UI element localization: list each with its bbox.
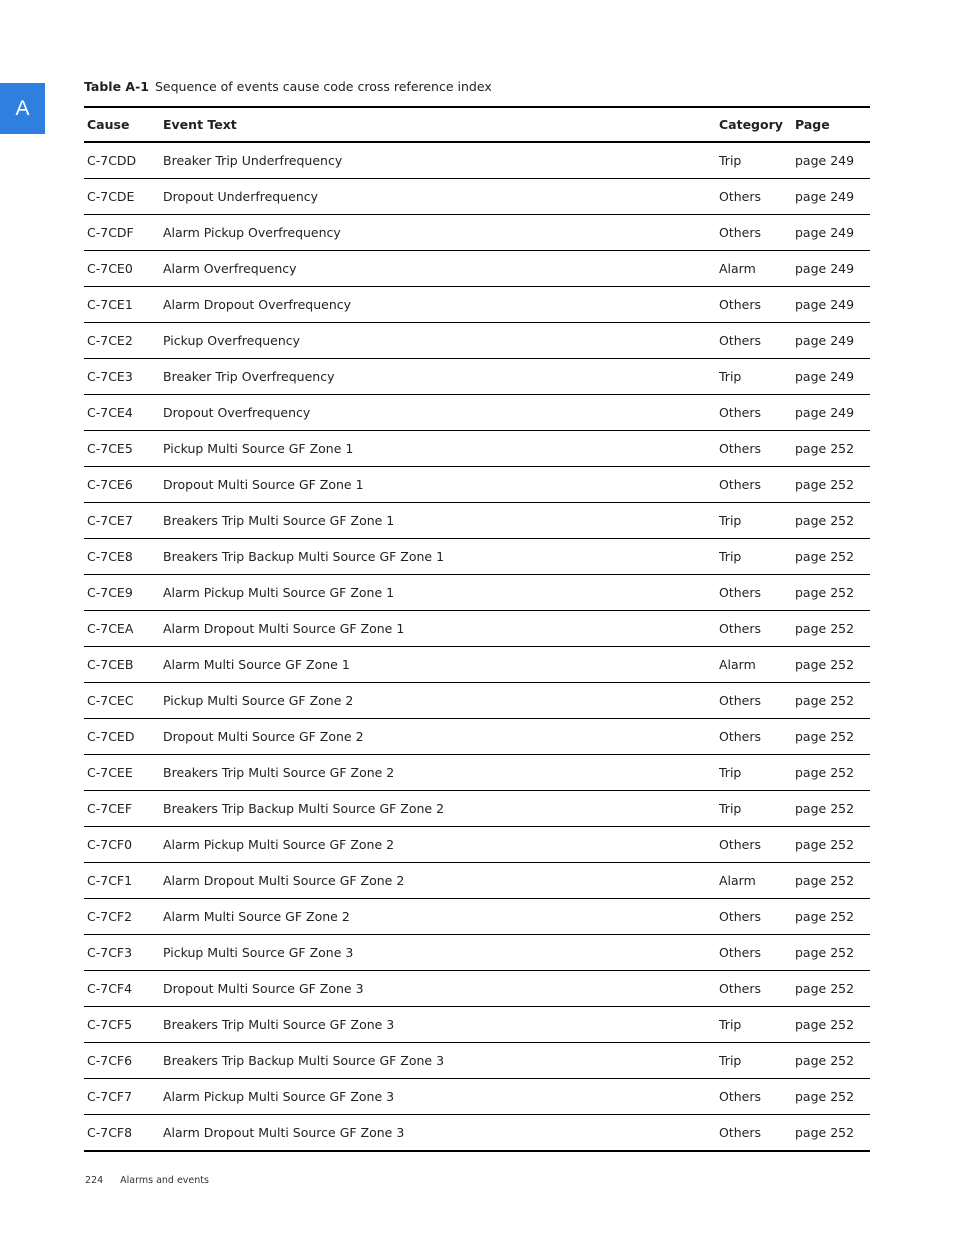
table-row [84,1007,870,1043]
cause-cell: C-7CEA [84,611,160,647]
table-row [84,395,870,431]
event-text-cell: Breaker Trip Underfrequency [160,142,716,179]
cause-cell: C-7CE6 [84,467,160,503]
table-row [84,863,870,899]
page-cell: page 252 [792,611,870,647]
page-cell: page 252 [792,791,870,827]
column-header-event-text: Event Text [160,107,716,142]
column-header-page: Page [792,107,870,142]
category-cell: Trip [716,755,792,791]
page-cell: page 252 [792,1079,870,1115]
cause-cell: C-7CF7 [84,1079,160,1115]
page-cell: page 252 [792,503,870,539]
table-row [84,251,870,287]
cause-cell: C-7CF8 [84,1115,160,1152]
category-cell: Trip [716,1007,792,1043]
page-cell: page 252 [792,467,870,503]
footer-page-number: 224 [85,1175,104,1186]
cause-cell: C-7CF6 [84,1043,160,1079]
page-cell: page 252 [792,1043,870,1079]
cause-cell: C-7CE3 [84,359,160,395]
page-cell: page 252 [792,683,870,719]
page-cell: page 252 [792,971,870,1007]
cause-cell: C-7CEC [84,683,160,719]
cause-cell: C-7CF5 [84,1007,160,1043]
page-cell: page 252 [792,863,870,899]
table-row [84,935,870,971]
category-cell: Trip [716,503,792,539]
table-row [84,899,870,935]
event-text-cell: Breakers Trip Backup Multi Source GF Zone 3 [160,1043,716,1079]
cause-cell: C-7CE4 [84,395,160,431]
event-text-cell: Alarm Pickup Multi Source GF Zone 3 [160,1079,716,1115]
category-cell: Others [716,719,792,755]
event-text-cell: Alarm Pickup Overfrequency [160,215,716,251]
column-header-cause: Cause [84,107,160,142]
category-cell: Others [716,467,792,503]
event-text-cell: Dropout Multi Source GF Zone 1 [160,467,716,503]
event-text-cell: Alarm Dropout Overfrequency [160,287,716,323]
cause-cell: C-7CEF [84,791,160,827]
page-cell: page 249 [792,323,870,359]
table-row [84,647,870,683]
cause-cell: C-7CE2 [84,323,160,359]
category-cell: Trip [716,142,792,179]
cause-cell: C-7CF3 [84,935,160,971]
event-text-cell: Dropout Multi Source GF Zone 2 [160,719,716,755]
event-text-cell: Alarm Dropout Multi Source GF Zone 3 [160,1115,716,1152]
table-caption [84,79,492,94]
page-footer [85,1175,209,1186]
page-cell: page 252 [792,1007,870,1043]
category-cell: Alarm [716,863,792,899]
event-text-cell: Alarm Overfrequency [160,251,716,287]
table-row [84,142,870,179]
page-cell: page 249 [792,179,870,215]
category-cell: Trip [716,539,792,575]
table-row [84,539,870,575]
category-cell: Others [716,935,792,971]
page-cell: page 249 [792,287,870,323]
event-text-cell: Dropout Underfrequency [160,179,716,215]
event-text-cell: Pickup Multi Source GF Zone 3 [160,935,716,971]
table-row [84,431,870,467]
category-cell: Trip [716,791,792,827]
cause-cell: C-7CDD [84,142,160,179]
table-row [84,827,870,863]
column-header-category: Category [716,107,792,142]
table-row [84,575,870,611]
footer-section-title: Alarms and events [120,1175,209,1186]
table-row [84,359,870,395]
cause-cell: C-7CF2 [84,899,160,935]
category-cell: Trip [716,359,792,395]
page-cell: page 249 [792,359,870,395]
cause-cell: C-7CEE [84,755,160,791]
appendix-tab: A [0,83,45,134]
page-cell: page 252 [792,575,870,611]
table-row [84,719,870,755]
page-cell: page 252 [792,755,870,791]
category-cell: Others [716,827,792,863]
category-cell: Others [716,323,792,359]
category-cell: Others [716,971,792,1007]
table-header-row [84,107,870,142]
table-row [84,287,870,323]
category-cell: Others [716,1115,792,1152]
event-text-cell: Pickup Multi Source GF Zone 1 [160,431,716,467]
page-cell: page 249 [792,215,870,251]
category-cell: Others [716,395,792,431]
table-row [84,971,870,1007]
event-text-cell: Alarm Multi Source GF Zone 1 [160,647,716,683]
category-cell: Others [716,287,792,323]
category-cell: Trip [716,1043,792,1079]
event-text-cell: Pickup Multi Source GF Zone 2 [160,683,716,719]
table-row [84,323,870,359]
table-row [84,791,870,827]
cause-code-table [84,106,870,1152]
page-cell: page 252 [792,827,870,863]
event-text-cell: Alarm Multi Source GF Zone 2 [160,899,716,935]
table-row [84,467,870,503]
cause-cell: C-7CF0 [84,827,160,863]
event-text-cell: Dropout Overfrequency [160,395,716,431]
event-text-cell: Alarm Pickup Multi Source GF Zone 2 [160,827,716,863]
event-text-cell: Breakers Trip Multi Source GF Zone 3 [160,1007,716,1043]
cause-cell: C-7CE8 [84,539,160,575]
event-text-cell: Alarm Dropout Multi Source GF Zone 2 [160,863,716,899]
event-text-cell: Breakers Trip Backup Multi Source GF Zone 2 [160,791,716,827]
page-cell: page 252 [792,431,870,467]
table-row [84,215,870,251]
category-cell: Alarm [716,251,792,287]
cause-cell: C-7CDF [84,215,160,251]
event-text-cell: Alarm Pickup Multi Source GF Zone 1 [160,575,716,611]
table-caption-text: Sequence of events cause code cross reference index [154,79,492,94]
cause-cell: C-7CDE [84,179,160,215]
cause-cell: C-7CE7 [84,503,160,539]
table-row [84,1079,870,1115]
cause-cell: C-7CF4 [84,971,160,1007]
event-text-cell: Pickup Overfrequency [160,323,716,359]
category-cell: Others [716,179,792,215]
page-cell: page 249 [792,142,870,179]
cause-cell: C-7CED [84,719,160,755]
table-row [84,683,870,719]
category-cell: Others [716,683,792,719]
page-cell: page 252 [792,935,870,971]
page-cell: page 249 [792,251,870,287]
page-cell: page 249 [792,395,870,431]
page-cell: page 252 [792,719,870,755]
category-cell: Others [716,575,792,611]
table-row [84,179,870,215]
page-cell: page 252 [792,899,870,935]
table-row [84,1115,870,1152]
category-cell: Others [716,611,792,647]
event-text-cell: Breakers Trip Multi Source GF Zone 2 [160,755,716,791]
cause-cell: C-7CE0 [84,251,160,287]
table-row [84,1043,870,1079]
cause-cell: C-7CE9 [84,575,160,611]
cause-cell: C-7CF1 [84,863,160,899]
category-cell: Others [716,899,792,935]
cause-cell: C-7CEB [84,647,160,683]
event-text-cell: Dropout Multi Source GF Zone 3 [160,971,716,1007]
category-cell: Others [716,1079,792,1115]
table-row [84,755,870,791]
event-text-cell: Breakers Trip Backup Multi Source GF Zone 1 [160,539,716,575]
table-caption-label: Table A-1 [84,79,149,94]
event-text-cell: Alarm Dropout Multi Source GF Zone 1 [160,611,716,647]
category-cell: Others [716,215,792,251]
event-text-cell: Breakers Trip Multi Source GF Zone 1 [160,503,716,539]
table-row [84,503,870,539]
table-row [84,611,870,647]
event-text-cell: Breaker Trip Overfrequency [160,359,716,395]
page-cell: page 252 [792,539,870,575]
table-body [84,142,870,1151]
category-cell: Alarm [716,647,792,683]
cause-cell: C-7CE1 [84,287,160,323]
category-cell: Others [716,431,792,467]
page-cell: page 252 [792,647,870,683]
cause-cell: C-7CE5 [84,431,160,467]
page-cell: page 252 [792,1115,870,1152]
